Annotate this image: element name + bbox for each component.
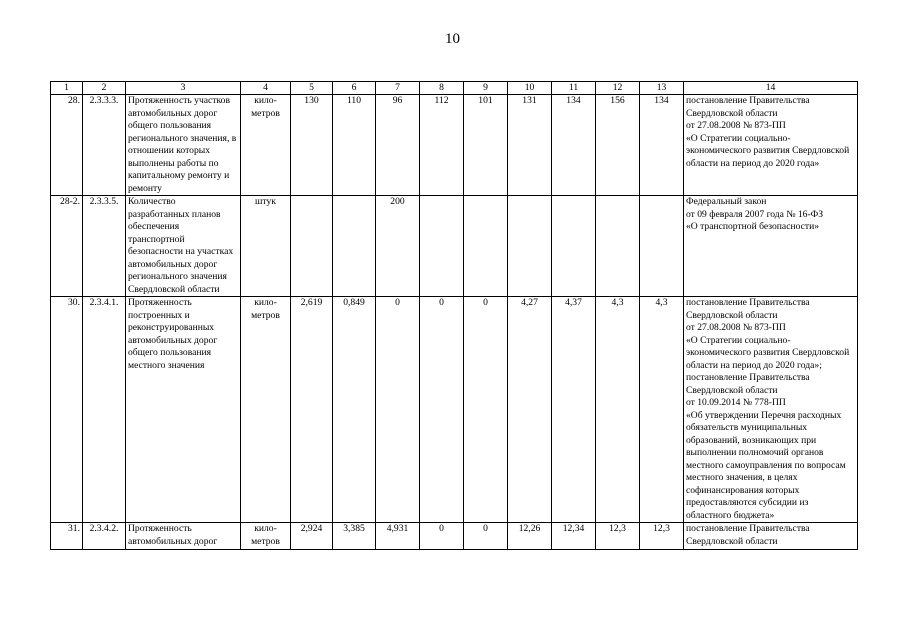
value-cell: 0 — [420, 523, 464, 550]
column-header: 8 — [420, 82, 464, 95]
value-cell: 156 — [596, 95, 640, 196]
indicator-name: Протяженность построенных и реконструированных автомобильных дорог общего пользования местного значения — [126, 297, 241, 523]
column-header: 14 — [684, 82, 858, 95]
value-cell: 200 — [376, 196, 420, 297]
value-cell: 110 — [333, 95, 376, 196]
value-cell: 4,37 — [552, 297, 596, 523]
value-cell: 12,3 — [596, 523, 640, 550]
value-cell — [596, 196, 640, 297]
value-cell: 0 — [464, 297, 508, 523]
table-row — [51, 523, 858, 550]
value-cell — [333, 196, 376, 297]
value-cell: 4,3 — [640, 297, 684, 523]
column-header: 5 — [291, 82, 333, 95]
row-code: 2.3.4.2. — [83, 523, 126, 550]
unit-cell: кило- метров — [241, 95, 291, 196]
value-cell: 134 — [640, 95, 684, 196]
value-cell: 3,385 — [333, 523, 376, 550]
column-header: 9 — [464, 82, 508, 95]
value-cell: 101 — [464, 95, 508, 196]
value-cell — [552, 196, 596, 297]
column-header: 7 — [376, 82, 420, 95]
value-cell: 130 — [291, 95, 333, 196]
value-cell: 0 — [464, 523, 508, 550]
indicator-name: Протяженность автомобильных дорог — [126, 523, 241, 550]
row-code: 2.3.3.5. — [83, 196, 126, 297]
legal-basis: постановление Правительства Свердловской области от 27.08.2008 № 873-ПП «О Стратегии социально-экономического развития Свердловской области на период до 2020 года»; постановление Правительства Свердловской области от 10.09.2014 № 778-ПП «Об утверждении Перечня расходных обязательств муниципальных образований, возникающих при выполнении полномочий органов местного самоуправления по вопросам местного значения, в целях софинансирования которых предоставляются субсидии из областного бюджета» — [684, 297, 858, 523]
indicator-name: Протяженность участков автомобильных дорог общего пользования регионального значения, в отношении которых выполнены работы по капитальному ремонту и ремонту — [126, 95, 241, 196]
value-cell: 0 — [376, 297, 420, 523]
value-cell: 12,26 — [508, 523, 552, 550]
table-row — [51, 196, 858, 297]
row-number: 28. — [51, 95, 83, 196]
value-cell: 2,924 — [291, 523, 333, 550]
row-number: 28-2. — [51, 196, 83, 297]
unit-cell: кило- метров — [241, 297, 291, 523]
value-cell: 12,34 — [552, 523, 596, 550]
column-number-row — [51, 82, 858, 95]
column-header: 3 — [126, 82, 241, 95]
value-cell — [464, 196, 508, 297]
column-header: 13 — [640, 82, 684, 95]
value-cell — [640, 196, 684, 297]
row-number: 30. — [51, 297, 83, 523]
value-cell: 4,931 — [376, 523, 420, 550]
column-header: 11 — [552, 82, 596, 95]
row-number: 31. — [51, 523, 83, 550]
value-cell: 4,27 — [508, 297, 552, 523]
legal-basis: постановление Правительства Свердловской области от 27.08.2008 № 873-ПП «О Стратегии социально-экономического развития Свердловской области на период до 2020 года» — [684, 95, 858, 196]
column-header: 1 — [51, 82, 83, 95]
value-cell — [420, 196, 464, 297]
indicators-table — [50, 81, 858, 550]
value-cell — [291, 196, 333, 297]
table-row — [51, 95, 858, 196]
value-cell: 131 — [508, 95, 552, 196]
value-cell: 112 — [420, 95, 464, 196]
value-cell: 0,849 — [333, 297, 376, 523]
row-code: 2.3.4.1. — [83, 297, 126, 523]
unit-cell: кило- метров — [241, 523, 291, 550]
column-header: 2 — [83, 82, 126, 95]
value-cell: 2,619 — [291, 297, 333, 523]
value-cell: 4,3 — [596, 297, 640, 523]
value-cell: 134 — [552, 95, 596, 196]
legal-basis: Федеральный закон от 09 февраля 2007 года № 16-ФЗ «О транспортной безопасности» — [684, 196, 858, 297]
value-cell — [508, 196, 552, 297]
page-number: 10 — [445, 31, 460, 47]
column-header: 10 — [508, 82, 552, 95]
column-header: 6 — [333, 82, 376, 95]
column-header: 4 — [241, 82, 291, 95]
column-header: 12 — [596, 82, 640, 95]
value-cell: 96 — [376, 95, 420, 196]
value-cell: 12,3 — [640, 523, 684, 550]
row-code: 2.3.3.3. — [83, 95, 126, 196]
unit-cell: штук — [241, 196, 291, 297]
value-cell: 0 — [420, 297, 464, 523]
indicator-name: Количество разработанных планов обеспечения транспортной безопасности на участках автомобильных дорог регионального значения Свердловской области — [126, 196, 241, 297]
legal-basis: постановление Правительства Свердловской области — [684, 523, 858, 550]
table-row — [51, 297, 858, 523]
